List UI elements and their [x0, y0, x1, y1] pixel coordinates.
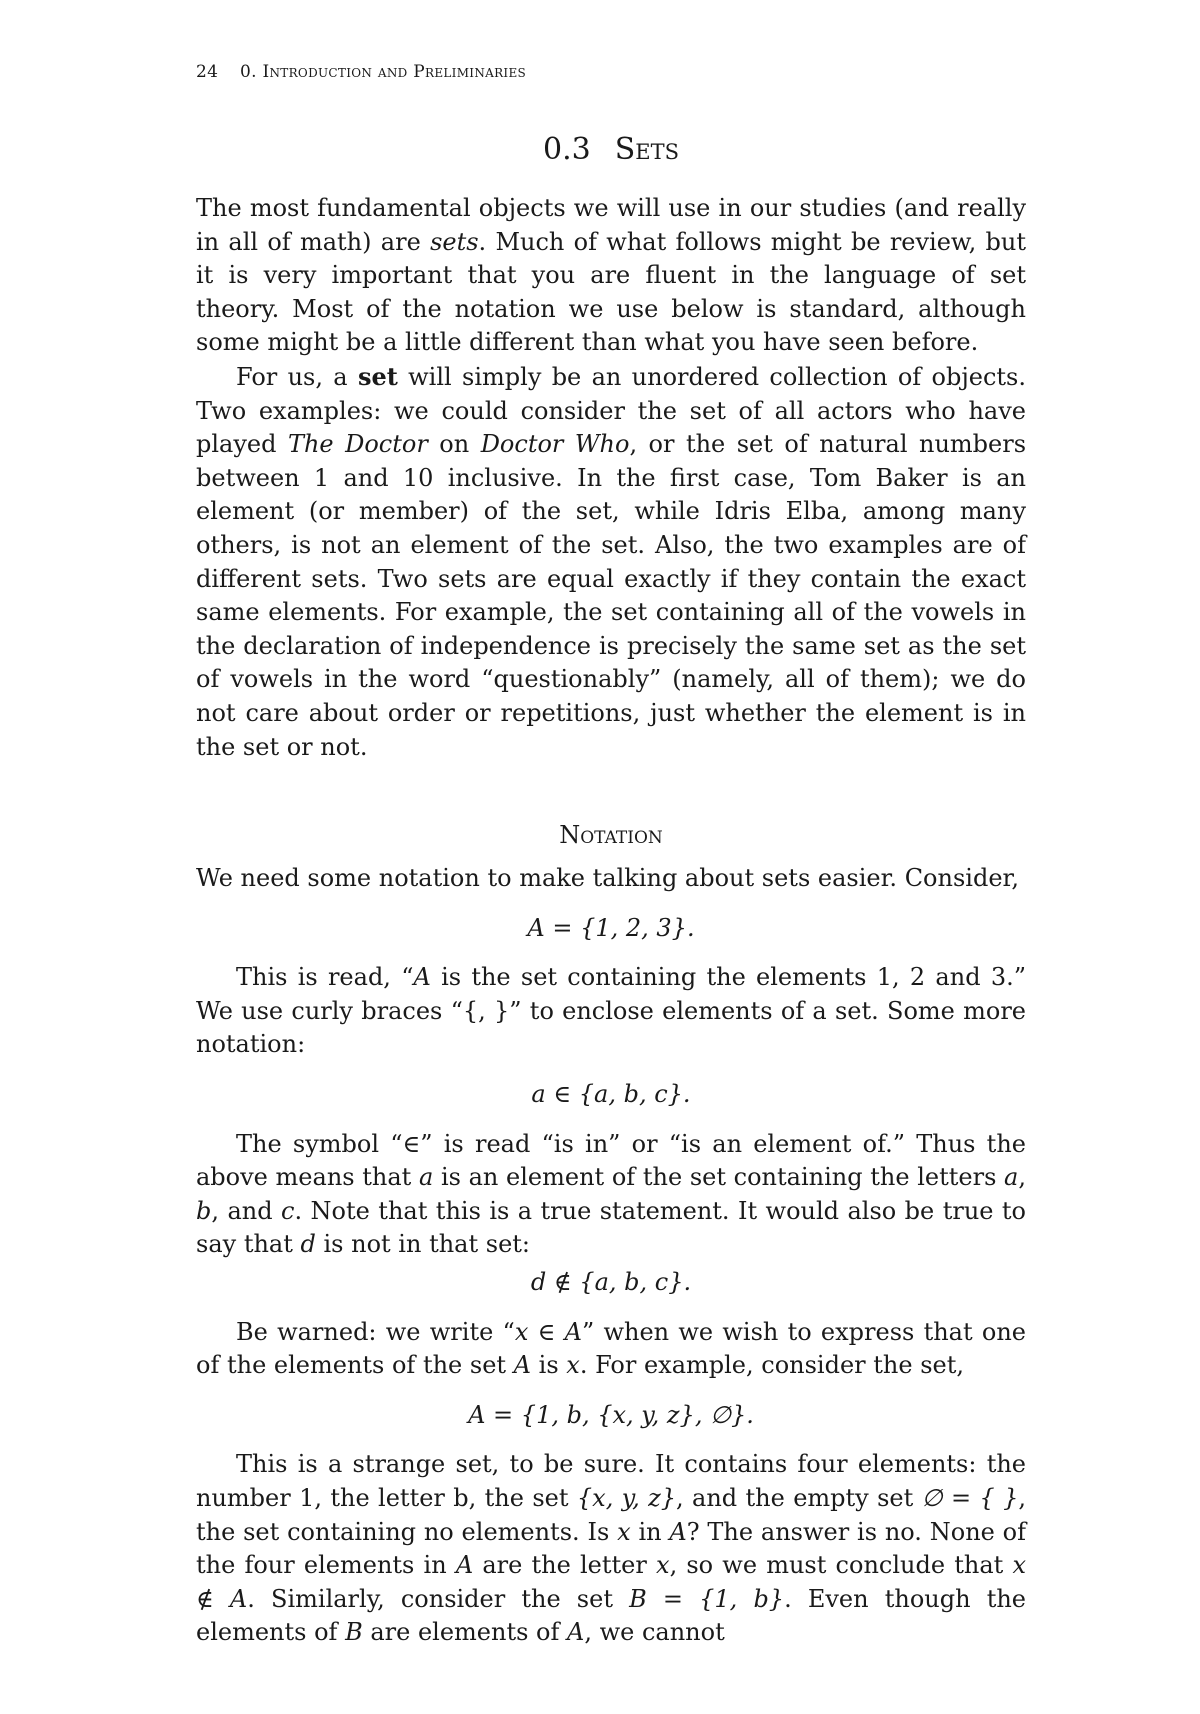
equation-1 [196, 912, 1026, 946]
text-run: are the letter [473, 1551, 657, 1580]
math-inline: b [196, 1196, 212, 1225]
math-inline: {x, y, z} [576, 1484, 676, 1512]
section-heading [196, 128, 1026, 172]
paragraph-1 [196, 192, 1026, 360]
paragraph-4 [196, 961, 1026, 1062]
text-run: , or the set of natural numbers between 1 and 10 inclusive. In the first case, Tom Baker is an element (or member) of the set, while Idris Elba, among many others, is not an element of the set. Also, the two examples are of different sets. Two sets are equal exactly if they contain the exact same elements. For example, the set containing all of the vowels in the declaration of independence is precisely the same set as the set of vowels in the word “questionably” (namely, all of them); we do not care about order or repetitions, just whether the element is in the set or not. [196, 430, 1027, 761]
math-expression: a ∈ {a, b, c}. [531, 1080, 691, 1109]
text-run: , we cannot [584, 1618, 725, 1647]
paragraph-3: We need some notation to make talking about sets easier. Consider, [196, 864, 1019, 893]
emphasis-doctor-who: Doctor Who [480, 430, 630, 459]
page-content [196, 128, 1026, 1650]
math-inline: d [300, 1230, 316, 1259]
paragraph-2 [196, 360, 1026, 764]
text-run: is the set containing the elements 1, 2 and 3.” We use curly braces “{, }” to enclose elements of a set. Some more notation: [196, 963, 1026, 1059]
section-number: 0.3 [543, 132, 591, 167]
text-run: , [1018, 1163, 1026, 1192]
text-run: . Note that this is a true statement. It would also be true to say that [196, 1196, 1027, 1259]
text-run: , so we must conclude that [669, 1551, 1013, 1580]
math-inline: x [656, 1551, 670, 1580]
math-expression: A = {1, b, {x, y, z}, ∅}. [468, 1400, 754, 1429]
math-inline: x [566, 1351, 580, 1380]
math-inline: ∅ = { } [921, 1484, 1019, 1512]
math-expression: A = {1, 2, 3}. [527, 913, 695, 942]
text-run: in [630, 1517, 670, 1546]
text-run: is not in that set: [315, 1230, 530, 1259]
text-run: Be warned: we write “ [236, 1317, 515, 1346]
math-expression: d ∉ {a, b, c}. [530, 1268, 692, 1297]
text-run: , and the empty set [676, 1484, 922, 1512]
math-inline: A [669, 1517, 687, 1546]
math-inline: a [1004, 1163, 1019, 1192]
equation-2 [196, 1078, 1026, 1112]
math-inline: a [418, 1163, 434, 1192]
text-run: on [427, 430, 481, 459]
math-inline: x [617, 1517, 631, 1546]
paragraph-5 [196, 1128, 1026, 1262]
math-inline: x ∈ A [514, 1317, 582, 1346]
math-inline: A [413, 963, 431, 992]
math-inline: A [567, 1618, 585, 1647]
text-run: . For example, consider the set, [579, 1351, 964, 1380]
text-run: ” when we wish to express that one of the elements of the set [196, 1317, 1026, 1380]
section-title: Sets [614, 132, 679, 167]
math-inline: c [281, 1196, 295, 1225]
paragraph-7 [196, 1448, 1026, 1650]
emphasis-sets: sets [430, 227, 479, 256]
text-run: For us, a [236, 362, 358, 391]
emphasis-the-doctor: The Doctor [287, 430, 428, 459]
text-run: are elements of [362, 1618, 567, 1647]
paragraph-6 [196, 1316, 1026, 1383]
running-head [196, 62, 526, 82]
text-run: will simply be an unordered collection of objects. Two examples: we could consider the set of all actors who have played [196, 362, 1027, 459]
equation-3 [196, 1266, 1026, 1300]
text-run: The most fundamental objects we will use in our studies (and really in all of math) are [196, 194, 1026, 256]
text-run: . Much of what follows might be review, but it is very important that you are fluent in the language of set theory. Most of the notation we use below is standard, although some might be a little different than what you have seen before. [196, 227, 1027, 357]
equation-4 [196, 1399, 1026, 1433]
math-inline: x ∉ A [196, 1551, 1026, 1613]
text-run: is an element of the set containing the letters [433, 1163, 1005, 1192]
notation-heading: Notation [559, 821, 663, 850]
math-inline: A [513, 1351, 532, 1380]
text-run: is [531, 1351, 567, 1380]
math-inline: A [455, 1551, 474, 1580]
text-run: ? The answer is no. None of the four elements in [196, 1517, 1027, 1580]
bold-set: set [357, 361, 398, 391]
math-inline: B = {1, b} [629, 1584, 785, 1613]
text-run: , and [211, 1196, 282, 1225]
math-inline: B [345, 1618, 363, 1647]
text-run: . Even though the elements of [196, 1584, 1026, 1647]
chapter-title: 0. Introduction and Preliminaries [239, 62, 527, 82]
text-run: This is read, “ [236, 963, 414, 992]
text-run: , the set containing no elements. Is [196, 1484, 1026, 1546]
text-run: This is a strange set, to be sure. It contains four elements: the number 1, the letter b, the set [196, 1450, 1026, 1512]
text-run: . Similarly, consider the set [247, 1584, 630, 1613]
text-run: The symbol “∈” is read “is in” or “is an element of.” Thus the above means that [196, 1129, 1026, 1192]
page-number: 24 [196, 62, 219, 82]
